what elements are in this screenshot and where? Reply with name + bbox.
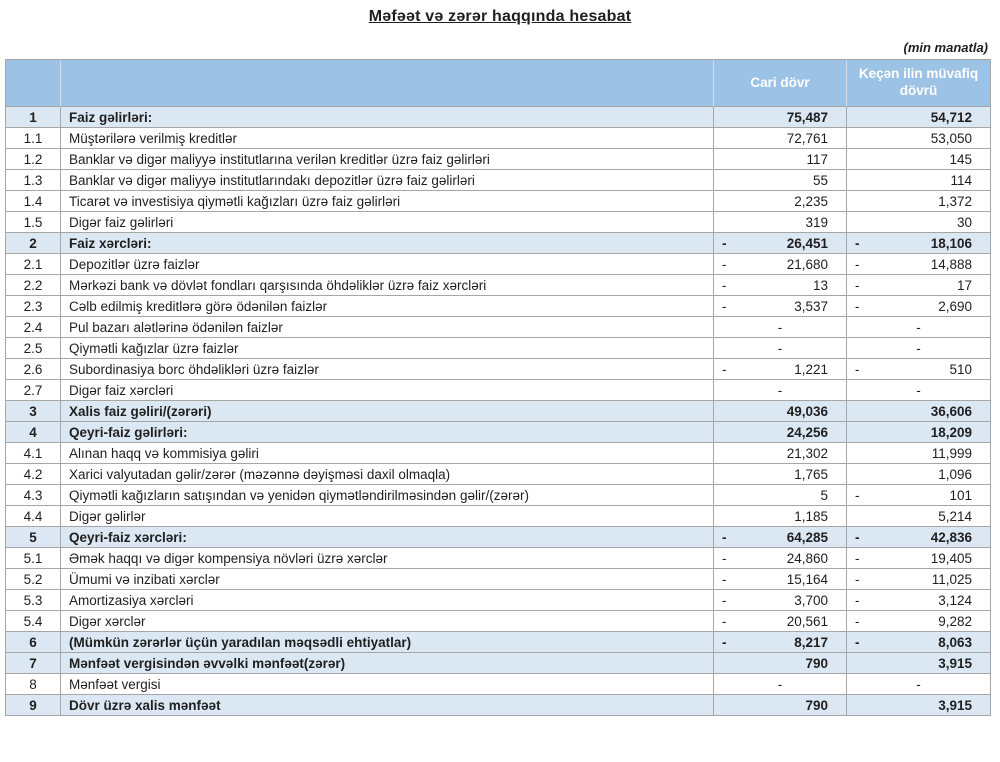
- previous-period-value: [847, 485, 991, 506]
- amount-value: -: [777, 319, 783, 335]
- row-number: 5.3: [6, 590, 61, 611]
- amount-value: 3,915: [938, 655, 972, 671]
- table-row: [6, 149, 991, 170]
- row-label: Alınan haqq və kommisiya gəliri: [61, 443, 714, 464]
- row-label: Ümumi və inzibati xərclər: [61, 569, 714, 590]
- row-number: 2.4: [6, 317, 61, 338]
- row-number: 5.1: [6, 548, 61, 569]
- amount-value: -: [916, 319, 921, 335]
- row-number: 5.4: [6, 611, 61, 632]
- row-label: Əmək haqqı və digər kompensiya növləri üzrə xərclər: [61, 548, 714, 569]
- row-number: 5: [6, 527, 61, 548]
- amount-value: 15,164: [786, 571, 828, 587]
- current-period-value: [714, 233, 847, 254]
- current-period-value: [714, 338, 847, 359]
- previous-period-value: [847, 611, 991, 632]
- amount-value: 64,285: [786, 529, 828, 545]
- table-row: [6, 653, 991, 674]
- negative-sign: -: [722, 361, 727, 377]
- row-label: Digər xərclər: [61, 611, 714, 632]
- row-label: Xalis faiz gəliri/(zərəri): [61, 401, 714, 422]
- table-row: [6, 212, 991, 233]
- previous-period-value: [847, 548, 991, 569]
- row-number: 3: [6, 401, 61, 422]
- table-body: [6, 107, 991, 716]
- current-period-value: [714, 590, 847, 611]
- table-row: [6, 527, 991, 548]
- negative-sign: -: [722, 592, 727, 608]
- current-period-value: [714, 380, 847, 401]
- amount-value: 1,185: [794, 508, 828, 524]
- amount-value: 114: [950, 172, 972, 188]
- negative-sign: -: [722, 529, 727, 545]
- amount-value: -: [777, 676, 783, 692]
- table-row: [6, 401, 991, 422]
- current-period-value: [714, 317, 847, 338]
- table-row: [6, 275, 991, 296]
- current-period-value: [714, 401, 847, 422]
- amount-value: 117: [806, 151, 828, 167]
- amount-value: 2,690: [938, 298, 972, 314]
- negative-sign: -: [722, 550, 727, 566]
- amount-value: 1,096: [938, 466, 972, 482]
- row-number: 2.5: [6, 338, 61, 359]
- previous-period-value: [847, 674, 991, 695]
- previous-period-value: [847, 275, 991, 296]
- amount-value: 3,537: [794, 298, 828, 314]
- current-period-value: [714, 464, 847, 485]
- row-label: Xarici valyutadan gəlir/zərər (məzənnə dəyişməsi daxil olmaqla): [61, 464, 714, 485]
- current-period-value: [714, 653, 847, 674]
- row-number: 1.1: [6, 128, 61, 149]
- amount-value: 75,487: [786, 109, 828, 125]
- amount-value: 1,372: [938, 193, 972, 209]
- amount-value: 14,888: [930, 256, 972, 272]
- previous-period-value: [847, 506, 991, 527]
- previous-period-value: [847, 212, 991, 233]
- header-number-cell: [6, 60, 61, 107]
- current-period-value: [714, 191, 847, 212]
- current-period-value: [714, 170, 847, 191]
- amount-value: -: [777, 340, 783, 356]
- amount-value: 101: [949, 487, 972, 503]
- amount-value: 49,036: [786, 403, 828, 419]
- row-label: Banklar və digər maliyyə institutlarındakı depozitlər üzrə faiz gəlirləri: [61, 170, 714, 191]
- negative-sign: -: [855, 256, 860, 272]
- row-label: Ticarət və investisiya qiymətli kağızları üzrə faiz gəlirləri: [61, 191, 714, 212]
- row-number: 6: [6, 632, 61, 653]
- amount-value: 510: [949, 361, 972, 377]
- row-label: Qeyri-faiz xərcləri:: [61, 527, 714, 548]
- amount-value: 11,999: [931, 445, 972, 461]
- current-period-value: [714, 527, 847, 548]
- row-number: 7: [6, 653, 61, 674]
- negative-sign: -: [855, 613, 860, 629]
- table-row: [6, 422, 991, 443]
- negative-sign: -: [722, 298, 727, 314]
- negative-sign: -: [855, 487, 860, 503]
- amount-value: 319: [805, 214, 828, 230]
- row-number: 2.1: [6, 254, 61, 275]
- previous-period-value: [847, 464, 991, 485]
- negative-sign: -: [722, 235, 727, 251]
- row-label: Depozitlər üzrə faizlər: [61, 254, 714, 275]
- amount-value: -: [916, 382, 921, 398]
- amount-value: 3,124: [938, 592, 972, 608]
- amount-value: 53,050: [930, 130, 972, 146]
- negative-sign: -: [855, 277, 860, 293]
- amount-value: 26,451: [786, 235, 828, 251]
- row-number: 4.1: [6, 443, 61, 464]
- amount-value: 5,214: [938, 508, 972, 524]
- previous-period-value: [847, 170, 991, 191]
- row-number: 4.4: [6, 506, 61, 527]
- table-row: [6, 296, 991, 317]
- amount-value: 21,302: [786, 445, 828, 461]
- amount-value: 3,915: [938, 697, 972, 713]
- row-label: Amortizasiya xərcləri: [61, 590, 714, 611]
- amount-value: 19,405: [930, 550, 972, 566]
- row-number: 4.2: [6, 464, 61, 485]
- row-label: Mənfəət vergisindən əvvəlki mənfəət(zərər): [61, 653, 714, 674]
- current-period-value: [714, 611, 847, 632]
- row-label: Banklar və digər maliyyə institutlarına verilən kreditlər üzrə faiz gəlirləri: [61, 149, 714, 170]
- previous-period-value: [847, 422, 991, 443]
- row-number: 4: [6, 422, 61, 443]
- current-period-value: [714, 695, 847, 716]
- previous-period-value: [847, 590, 991, 611]
- negative-sign: -: [855, 592, 860, 608]
- table-row: [6, 569, 991, 590]
- amount-value: 30: [956, 214, 972, 230]
- previous-period-value: [847, 233, 991, 254]
- profit-loss-table: [5, 59, 991, 716]
- row-label: Faiz xərcləri:: [61, 233, 714, 254]
- table-row: [6, 674, 991, 695]
- table-row: [6, 359, 991, 380]
- row-label: Dövr üzrə xalis mənfəət: [61, 695, 714, 716]
- amount-value: 8,217: [794, 634, 828, 650]
- previous-period-value: [847, 359, 991, 380]
- table-row: [6, 380, 991, 401]
- previous-period-value: [847, 191, 991, 212]
- row-number: 1.3: [6, 170, 61, 191]
- negative-sign: -: [855, 235, 860, 251]
- previous-period-value: [847, 527, 991, 548]
- table-row: [6, 548, 991, 569]
- table-row: [6, 632, 991, 653]
- row-label: (Mümkün zərərlər üçün yaradılan məqsədli ehtiyatlar): [61, 632, 714, 653]
- current-period-value: [714, 212, 847, 233]
- row-label: Subordinasiya borc öhdəlikləri üzrə faizlər: [61, 359, 714, 380]
- table-row: [6, 506, 991, 527]
- amount-value: 24,860: [786, 550, 828, 566]
- table-row: [6, 338, 991, 359]
- current-period-value: [714, 254, 847, 275]
- previous-period-value: [847, 653, 991, 674]
- amount-value: 8,063: [938, 634, 972, 650]
- amount-value: 18,106: [930, 235, 972, 251]
- table-row: [6, 107, 991, 128]
- current-period-value: [714, 548, 847, 569]
- table-row: [6, 695, 991, 716]
- row-number: 8: [6, 674, 61, 695]
- row-number: 1.4: [6, 191, 61, 212]
- row-label: Qiymətli kağızlar üzrə faizlər: [61, 338, 714, 359]
- negative-sign: -: [855, 361, 860, 377]
- unit-note: (min manatla): [903, 40, 988, 55]
- current-period-value: [714, 422, 847, 443]
- row-label: Faiz gəlirləri:: [61, 107, 714, 128]
- previous-period-value: [847, 569, 991, 590]
- amount-value: 18,209: [930, 424, 972, 440]
- table-row: [6, 464, 991, 485]
- table-row: [6, 254, 991, 275]
- previous-period-value: [847, 317, 991, 338]
- table-row: [6, 590, 991, 611]
- amount-value: -: [916, 340, 921, 356]
- negative-sign: -: [722, 571, 727, 587]
- row-number: 1.2: [6, 149, 61, 170]
- row-label: Müştərilərə verilmiş kreditlər: [61, 128, 714, 149]
- previous-period-value: [847, 695, 991, 716]
- table-row: [6, 611, 991, 632]
- table-row: [6, 191, 991, 212]
- amount-value: 21,680: [786, 256, 828, 272]
- row-number: 2.6: [6, 359, 61, 380]
- current-period-value: [714, 149, 847, 170]
- negative-sign: -: [722, 613, 727, 629]
- row-label: Pul bazarı alətlərinə ödənilən faizlər: [61, 317, 714, 338]
- row-label: Qeyri-faiz gəlirləri:: [61, 422, 714, 443]
- amount-value: 1,221: [794, 361, 828, 377]
- negative-sign: -: [855, 634, 860, 650]
- negative-sign: -: [722, 256, 727, 272]
- row-number: 2.7: [6, 380, 61, 401]
- table-row: [6, 170, 991, 191]
- header-label-cell: [61, 60, 714, 107]
- row-number: 1.5: [6, 212, 61, 233]
- previous-period-value: [847, 128, 991, 149]
- current-period-value: [714, 107, 847, 128]
- negative-sign: -: [855, 298, 860, 314]
- previous-period-value: [847, 149, 991, 170]
- amount-value: 3,700: [794, 592, 828, 608]
- current-period-value: [714, 275, 847, 296]
- page-title: Məfəət və zərər haqqında hesabat: [368, 8, 632, 25]
- previous-period-value: [847, 338, 991, 359]
- previous-period-value: [847, 254, 991, 275]
- table-row: [6, 233, 991, 254]
- row-label: Digər gəlirlər: [61, 506, 714, 527]
- amount-value: 145: [949, 151, 972, 167]
- amount-value: 1,765: [794, 466, 828, 482]
- current-period-value: [714, 632, 847, 653]
- current-period-value: [714, 443, 847, 464]
- table-header: [6, 60, 991, 107]
- amount-value: 20,561: [786, 613, 828, 629]
- negative-sign: -: [722, 634, 727, 650]
- amount-value: 790: [805, 655, 828, 671]
- previous-period-value: [847, 632, 991, 653]
- amount-value: -: [777, 382, 783, 398]
- negative-sign: -: [855, 550, 860, 566]
- row-label: Qiymətli kağızların satışından və yenidən qiymətləndirilməsindən gəlir/(zərər): [61, 485, 714, 506]
- header-current-period: Cari dövr: [714, 60, 847, 107]
- negative-sign: -: [855, 529, 860, 545]
- current-period-value: [714, 674, 847, 695]
- amount-value: -: [916, 676, 921, 692]
- amount-value: 2,235: [794, 193, 828, 209]
- row-label: Mərkəzi bank və dövlət fondları qarşısında öhdəliklər üzrə faiz xərcləri: [61, 275, 714, 296]
- amount-value: 13: [812, 277, 828, 293]
- negative-sign: -: [722, 277, 727, 293]
- header-row: [6, 60, 991, 107]
- table-row: [6, 317, 991, 338]
- row-number: 9: [6, 695, 61, 716]
- amount-value: 17: [956, 277, 972, 293]
- previous-period-value: [847, 107, 991, 128]
- current-period-value: [714, 296, 847, 317]
- previous-period-value: [847, 401, 991, 422]
- row-number: 1: [6, 107, 61, 128]
- previous-period-value: [847, 296, 991, 317]
- current-period-value: [714, 485, 847, 506]
- row-label: Digər faiz gəlirləri: [61, 212, 714, 233]
- amount-value: 790: [805, 697, 828, 713]
- row-number: 2: [6, 233, 61, 254]
- negative-sign: -: [855, 571, 860, 587]
- amount-value: 55: [812, 172, 828, 188]
- row-number: 2.3: [6, 296, 61, 317]
- header-previous-period: Keçən ilin müvafiq dövrü: [847, 60, 991, 107]
- amount-value: 24,256: [786, 424, 828, 440]
- table-row: [6, 443, 991, 464]
- amount-value: 11,025: [931, 571, 972, 587]
- row-label: Mənfəət vergisi: [61, 674, 714, 695]
- row-label: Cəlb edilmiş kreditlərə görə ödənilən faizlər: [61, 296, 714, 317]
- current-period-value: [714, 128, 847, 149]
- table-row: [6, 128, 991, 149]
- row-number: 4.3: [6, 485, 61, 506]
- current-period-value: [714, 359, 847, 380]
- amount-value: 9,282: [938, 613, 972, 629]
- current-period-value: [714, 569, 847, 590]
- current-period-value: [714, 506, 847, 527]
- previous-period-value: [847, 380, 991, 401]
- amount-value: 54,712: [930, 109, 972, 125]
- table-row: [6, 485, 991, 506]
- amount-value: 72,761: [786, 130, 828, 146]
- amount-value: 36,606: [930, 403, 972, 419]
- row-number: 5.2: [6, 569, 61, 590]
- row-number: 2.2: [6, 275, 61, 296]
- previous-period-value: [847, 443, 991, 464]
- row-label: Digər faiz xərcləri: [61, 380, 714, 401]
- amount-value: 5: [820, 487, 828, 503]
- amount-value: 42,836: [930, 529, 972, 545]
